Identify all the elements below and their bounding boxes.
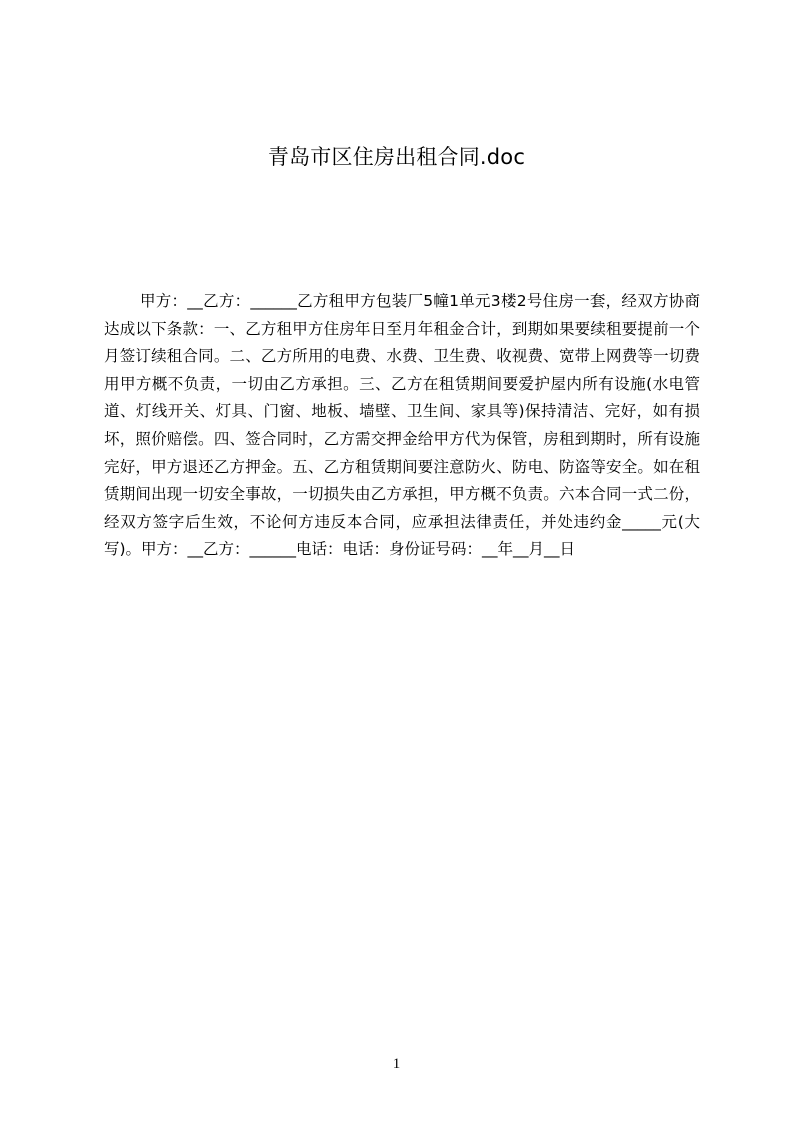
page-number: 1 [392, 1056, 401, 1072]
contract-body-text: 甲方：__乙方：______乙方租甲方包装厂5幢1单元3楼2号住房一套，经双方协商达成以下条款：一、乙方租甲方住房年日至月年租金合计，到期如果要续租要提前一个月签订续租合同。二、乙方所用的电费、水费、卫生费、收视费、宽带上网费等一切费用甲方概不负责，一切由乙方承担。三、乙方在租赁期间要爱护屋内所有设施(水电管道、灯线开关、灯具、门窗、地板、墙壁、卫生间、家具等)保持清洁、完好，如有损坏，照价赔偿。四、签合同时，乙方需交押金给甲方代为保管，房租到期时，所有设施完好，甲方退还乙方押金。五、乙方租赁期间要注意防火、防电、防盗等安全。如在租赁期间出现一切安全事故，一切损失由乙方承担，甲方概不负责。六本合同一式二份，经双方签字后生效，不论何方违反本合同，应承担法律责任，并处违约金_____元(大写)。甲方：__乙方：______电话：电话：身份证号码：__年__月__日 [104, 292, 700, 559]
document-title: 青岛市区住房出租合同.doc [267, 145, 526, 169]
